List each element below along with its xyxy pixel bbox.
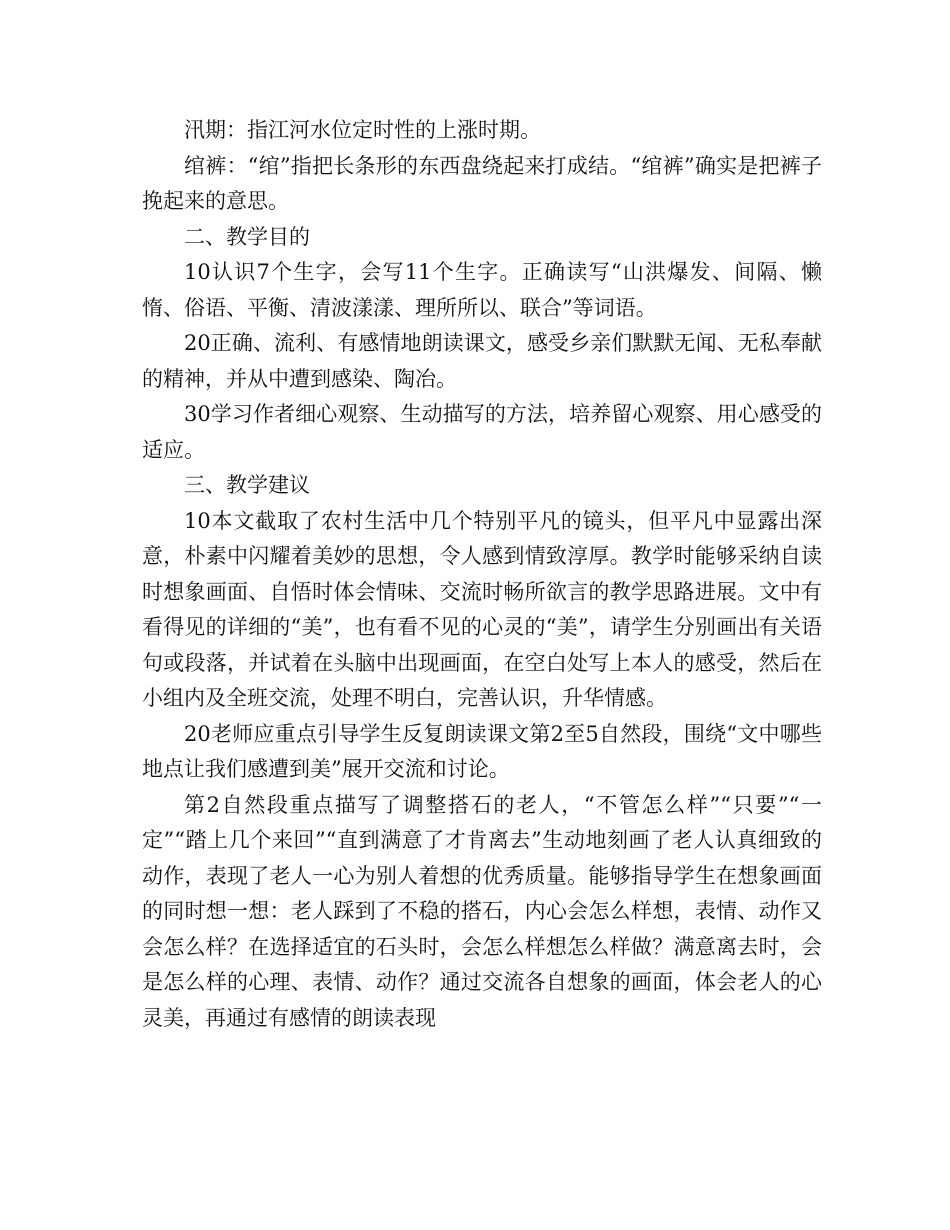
- document-page: [142, 113, 822, 1036]
- paragraph-suggestion-2: 20老师应重点引导学生反复朗读课文第2至5自然段，围绕“文中哪些地点让我们感遭到美”展开交流和讨论。: [142, 721, 822, 781]
- paragraph-goal-1: 10认识7个生字，会写11个生字。正确读写“山洪爆发、间隔、懒惰、俗语、平衡、清波漾漾、理所所以、联合”等词语。: [142, 260, 822, 320]
- paragraph-paragraph-2-analysis: 第2自然段重点描写了调整搭石的老人，“不管怎么样”“只要”“一定”“踏上几个来回”“直到满意了才肯离去”生动地刻画了老人认真细致的动作，表现了老人一心为别人着想的优秀质量。能够指导学生在想象画面的同时想一想：老人踩到了不稳的搭石，内心会怎么样想，表情、动作又会怎么样？在选择适宜的石头时，会怎么样想怎么样做？满意离去时，会是怎么样的心理、表情、动作？通过交流各自想象的画面，体会老人的心灵美，再通过有感情的朗读表现: [142, 792, 822, 1030]
- paragraph-rolled-trousers-definition: 绾裤：“绾”指把长条形的东西盘绕起来打成结。“绾裤”确实是把裤子挽起来的意思。: [142, 153, 822, 213]
- section-heading-teaching-suggestions: 三、教学建议: [184, 473, 310, 497]
- section-heading-teaching-goals: 二、教学目的: [184, 224, 310, 249]
- paragraph-flood-season-definition: 汛期：指江河水位定时性的上涨时期。: [184, 118, 541, 142]
- paragraph-goal-3: 30学习作者细心观察、生动描写的方法，培养留心观察、用心感受的适应。: [142, 402, 822, 462]
- paragraph-suggestion-1: 10本文截取了农村生活中几个特别平凡的镜头，但平凡中显露出深意，朴素中闪耀着美妙的思想，令人感到情致淳厚。教学时能够采纳自读时想象画面、自悟时体会情味、交流时畅所欲言的教学思路进展。文中有看得见的详细的“美”，也有看不见的心灵的“美”，请学生分别画出有关语句或段落，并试着在头脑中出现画面，在空白处写上本人的感受，然后在小组内及全班交流，处理不明白，完善认识，升华情感。: [142, 508, 822, 710]
- paragraph-goal-2: 20正确、流利、有感情地朗读课文，感受乡亲们默默无闻、无私奉献的精神，并从中遭到感染、陶冶。: [142, 331, 822, 391]
